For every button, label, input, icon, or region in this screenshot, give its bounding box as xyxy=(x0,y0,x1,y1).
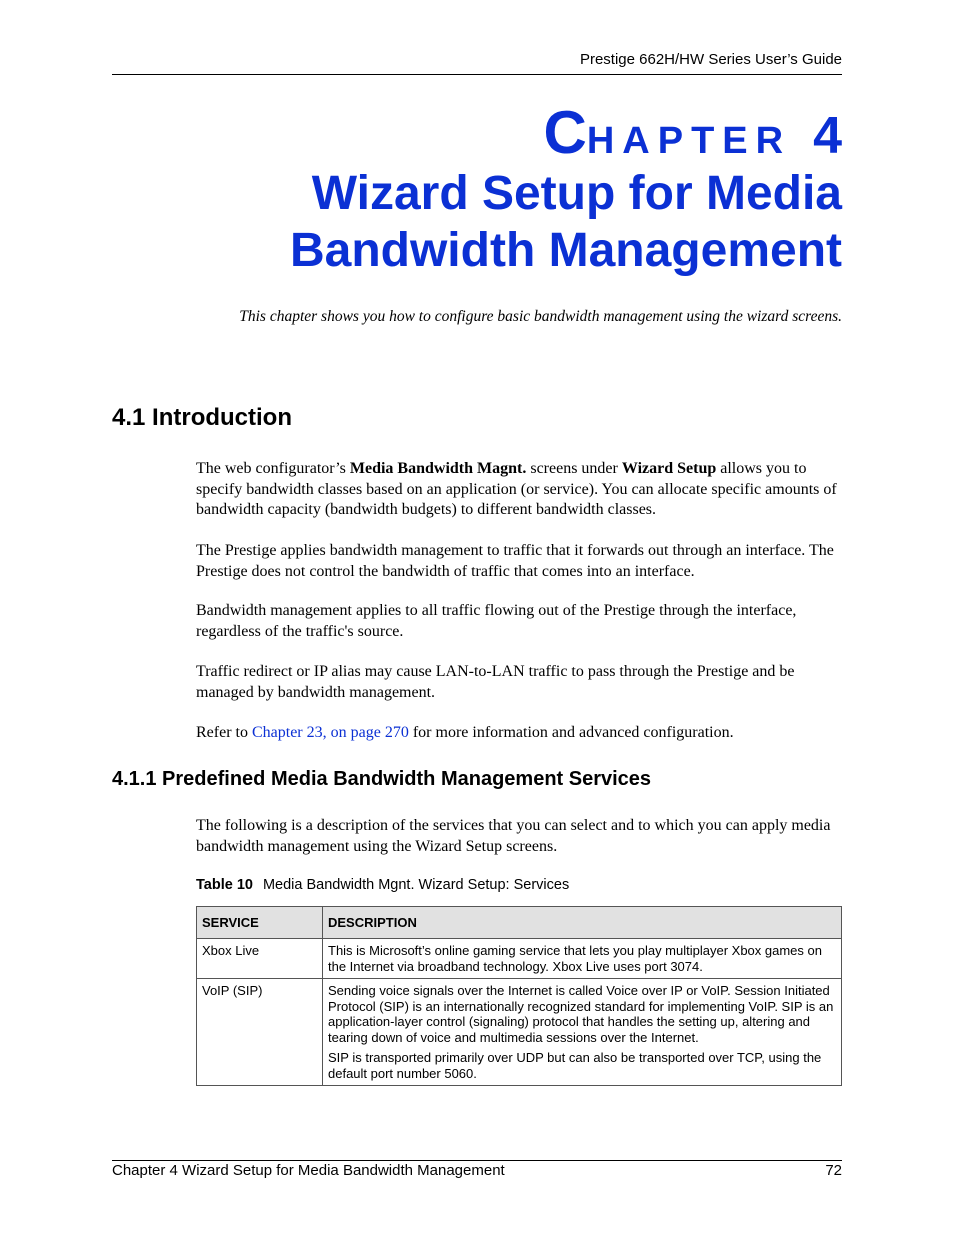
table-cell-service: Xbox Live xyxy=(197,939,323,979)
table-header-description: DESCRIPTION xyxy=(323,907,842,939)
chapter-title xyxy=(142,165,842,279)
table-caption-text: Media Bandwidth Mgnt. Wizard Setup: Services xyxy=(262,877,570,893)
description-text: This is Microsoft’s online gaming service that lets you play multiplayer Xbox games on the Internet via broadband technology. Xbox Live uses port 3074. xyxy=(328,943,822,974)
table-header-service: SERVICE xyxy=(197,907,323,939)
table-caption xyxy=(196,877,569,893)
services-table xyxy=(196,906,842,1086)
intro-paragraph-4: Traffic redirect or IP alias may cause LAN-to-LAN traffic to pass through the Prestige and be managed by bandwidth management. xyxy=(196,663,795,701)
table-header-row xyxy=(197,907,842,939)
section-heading-introduction: 4.1 Introduction xyxy=(112,404,292,431)
chapter-title-line2: Bandwidth Management xyxy=(289,224,842,277)
table-caption-label: Table 10 xyxy=(196,877,253,893)
services-paragraph: The following is a description of the services that you can select and to which you can apply media bandwidth management using the Wizard Setup screens. xyxy=(196,817,831,855)
section-heading-predefined-services: 4.1.1 Predefined Media Bandwidth Management Services xyxy=(112,768,652,790)
chapter-number: 4 xyxy=(813,107,842,165)
header-rule xyxy=(112,74,842,75)
table-cell-description xyxy=(323,979,842,1086)
chapter-title-line1: Wizard Setup for Media xyxy=(311,167,842,220)
intro-paragraph-3: Bandwidth management applies to all traffic flowing out of the Prestige through the interface, regardless of the traffic's source. xyxy=(196,602,797,640)
footer-rule xyxy=(112,1160,842,1161)
page-number: 72 xyxy=(825,1162,842,1179)
chapter-label-initial: C xyxy=(543,99,587,166)
running-header: Prestige 662H/HW Series User’s Guide xyxy=(579,51,842,68)
intro-paragraph-2: The Prestige applies bandwidth management to traffic that it forwards out through an interface. The Prestige does not control the bandwidth of traffic that comes into an interface. xyxy=(196,542,834,580)
table-row xyxy=(197,979,842,1086)
chapter-intro: This chapter shows you how to configure basic bandwidth management using the wizard screens. xyxy=(239,308,842,325)
table-cell-description xyxy=(323,939,842,979)
description-text: SIP is transported primarily over UDP but can also be transported over TCP, using the default port number 5060. xyxy=(328,1050,822,1081)
description-text: Sending voice signals over the Internet is called Voice over IP or VoIP. Session Initiated Protocol (SIP) is an internationally recognized standard for implementing VoIP. SIP is an application-layer control (signaling) protocol that handles the setting up, altering and tearing down of voice and multimedia sessions over the Internet. xyxy=(328,983,834,1045)
intro-paragraph-1: The web configurator’s Media Bandwidth Magnt. screens under Wizard Setup allows you to specify bandwidth classes based on an application (or service). You can allocate specific amounts of bandwidth capacity (bandwidth budgets) to different bandwidth classes. xyxy=(196,460,837,518)
running-footer: Chapter 4 Wizard Setup for Media Bandwidth Management xyxy=(112,1162,505,1179)
intro-paragraph-5: Refer to Chapter 23, on page 270 for more information and advanced configuration. xyxy=(196,724,734,741)
chapter-label-rest: HAPTER xyxy=(586,120,792,162)
table-row xyxy=(197,939,842,979)
table-cell-service: VoIP (SIP) xyxy=(197,979,323,1086)
chapter-23-link[interactable]: Chapter 23, on page 270 xyxy=(251,724,409,741)
